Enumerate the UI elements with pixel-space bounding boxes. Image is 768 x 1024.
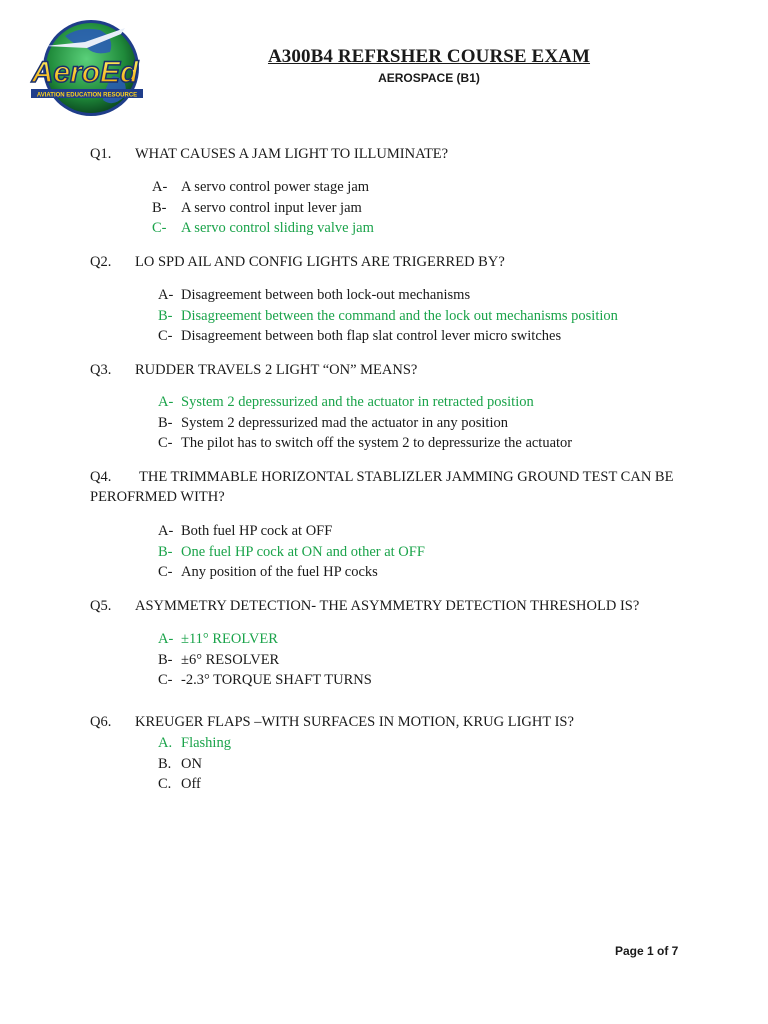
question-text: THE TRIMMABLE HORIZONTAL STABLIZLER JAMMING GROUND TEST CAN BE PEROFRMED WITH?	[90, 469, 674, 505]
option-correct	[158, 542, 425, 563]
option-letter: C-	[158, 672, 173, 688]
options-5	[158, 629, 372, 691]
options-1	[152, 177, 374, 239]
option-text: ±6° RESOLVER	[181, 651, 280, 668]
option-letter: B-	[158, 307, 173, 324]
question-text: WHAT CAUSES A JAM LIGHT TO ILLUMINATE?	[135, 146, 449, 162]
option	[152, 177, 374, 198]
option-text: System 2 depressurized and the actuator in retracted position	[181, 394, 534, 410]
question-2	[90, 252, 690, 272]
option-text: ON	[181, 755, 202, 772]
question-text: RUDDER TRAVELS 2 LIGHT “ON” MEANS?	[135, 362, 418, 378]
option-text: Off	[181, 776, 201, 792]
question-number: Q2.	[90, 254, 112, 270]
question-number: Q6.	[90, 714, 112, 730]
option-text: Disagreement between both flap slat control lever micro switches	[181, 328, 562, 344]
option-letter: A.	[158, 735, 173, 751]
option-letter: C.	[158, 776, 172, 792]
option-letter: A-	[158, 631, 174, 647]
exam-subtitle: AEROSPACE (B1)	[378, 71, 480, 85]
option	[158, 774, 231, 795]
option-correct	[152, 218, 374, 239]
option-text: System 2 depressurized mad the actuator in any position	[181, 414, 508, 431]
option-letter: B-	[158, 651, 173, 668]
option	[158, 433, 572, 454]
option-letter: A-	[158, 287, 174, 303]
question-5	[90, 596, 690, 616]
options-3	[158, 392, 572, 454]
option-letter: A-	[158, 394, 174, 410]
question-number: Q5.	[90, 598, 112, 614]
option-text: One fuel HP cock at ON and other at OFF	[181, 543, 425, 560]
exam-title: A300B4 REFRSHER COURSE EXAM	[267, 46, 591, 67]
question-6	[90, 712, 690, 732]
options-2	[158, 285, 618, 347]
option-letter: A-	[158, 523, 174, 539]
option-letter: B-	[158, 543, 173, 560]
option-letter: C-	[152, 220, 167, 236]
question-number: Q1.	[90, 146, 112, 162]
question-text: ASYMMETRY DETECTION- THE ASYMMETRY DETECTION THRESHOLD IS?	[135, 598, 640, 614]
option-text: ±11° REOLVER	[181, 631, 278, 647]
option	[158, 670, 372, 691]
option-text: A servo control sliding valve jam	[181, 220, 374, 236]
option-correct	[158, 733, 231, 754]
option-text: Disagreement between both lock-out mechanisms	[181, 287, 471, 303]
option-letter: B-	[158, 414, 173, 431]
logo-wordmark: AeroEd	[31, 56, 139, 89]
options-4	[158, 521, 425, 583]
options-6	[158, 733, 231, 795]
option	[158, 521, 425, 542]
question-3	[90, 360, 690, 380]
option	[158, 285, 618, 306]
question-1	[90, 144, 690, 164]
option-text: A servo control input lever jam	[181, 199, 362, 216]
logo-tagline: AVIATION EDUCATION RESOURCE	[36, 92, 138, 99]
option-letter: C-	[158, 564, 173, 580]
option	[158, 326, 618, 347]
option-text: Any position of the fuel HP cocks	[181, 564, 378, 580]
option-letter: A-	[152, 179, 168, 195]
question-text: KREUGER FLAPS –WITH SURFACES IN MOTION, KRUG LIGHT IS?	[135, 714, 574, 730]
option-text: -2.3° TORQUE SHAFT TURNS	[181, 672, 372, 688]
option-correct	[158, 306, 618, 327]
option-letter: B-	[152, 199, 167, 216]
option-correct	[158, 392, 572, 413]
option-text: Disagreement between the command and the lock out mechanisms position	[181, 307, 618, 324]
option-text: A servo control power stage jam	[181, 179, 370, 195]
option	[152, 198, 374, 219]
aeroed-logo	[25, 16, 147, 120]
option	[158, 650, 372, 671]
option-letter: C-	[158, 435, 173, 451]
option-correct	[158, 629, 372, 650]
option	[158, 562, 425, 583]
question-number: Q4.	[90, 469, 112, 485]
option-text: The pilot has to switch off the system 2 to depressurize the actuator	[181, 435, 573, 451]
question-number: Q3.	[90, 362, 112, 378]
question-4	[90, 467, 690, 507]
option	[158, 754, 231, 775]
option	[158, 413, 572, 434]
option-text: Both fuel HP cock at OFF	[181, 523, 333, 539]
option-letter: B.	[158, 755, 172, 772]
page-number: Page 1 of 7	[615, 944, 679, 958]
option-text: Flashing	[181, 735, 231, 751]
option-letter: C-	[158, 328, 173, 344]
question-text: LO SPD AIL AND CONFIG LIGHTS ARE TRIGERRED BY?	[135, 254, 505, 270]
